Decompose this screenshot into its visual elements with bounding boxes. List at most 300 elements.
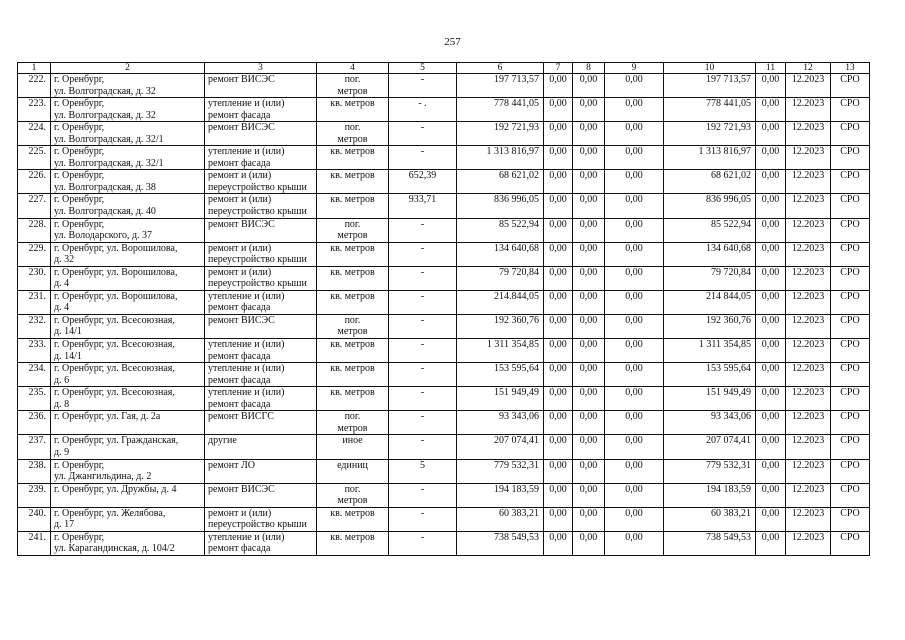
column-number: 11 [756, 63, 786, 74]
owner-funds-cell: 214 844,05 [664, 290, 756, 314]
funding-cell: 0,00 [605, 170, 664, 194]
cell-line: другие [208, 435, 237, 447]
funding-cell: 0,00 [544, 387, 573, 411]
quantity-cell: - [389, 435, 457, 459]
funding-cell: 0,00 [573, 266, 605, 290]
source-cell: СРО [831, 98, 870, 122]
cell-line: ул. Волгоградская, д. 40 [54, 205, 156, 217]
row-number-cell: 234. [18, 363, 51, 387]
quantity-cell: 933,71 [389, 194, 457, 218]
funding-cell: 0,00 [573, 290, 605, 314]
deadline-cell: 12.2023 [786, 363, 831, 387]
funding-cell: 0,00 [605, 74, 664, 98]
owner-funds-cell: 60 383,21 [664, 507, 756, 531]
source-cell: СРО [831, 74, 870, 98]
row-number-cell: 226. [18, 170, 51, 194]
funding-cell: 0,00 [605, 242, 664, 266]
unit-cell [317, 242, 389, 266]
cell-line: ремонт фасада [208, 302, 271, 314]
funding-cell: 0,00 [605, 266, 664, 290]
deadline-cell: 12.2023 [786, 459, 831, 483]
funding-cell: 0,00 [605, 290, 664, 314]
source-cell: СРО [831, 483, 870, 507]
funding-cell: 0,00 [573, 242, 605, 266]
work-type-cell [205, 146, 317, 170]
funding-cell: 0,00 [544, 483, 573, 507]
cell-line: г. Оренбург, ул. Ворошилова, [54, 266, 178, 278]
cell-line: переустройство крыши [208, 254, 307, 266]
funding-cell: 0,00 [756, 507, 786, 531]
row-number-cell: 238. [18, 459, 51, 483]
unit-cell [317, 122, 389, 146]
address-cell [51, 146, 205, 170]
cell-line: ремонт ЛО [208, 459, 255, 471]
funding-cell: 0,00 [544, 411, 573, 435]
address-cell [51, 194, 205, 218]
row-number-cell: 235. [18, 387, 51, 411]
quantity-cell: - [389, 531, 457, 555]
cell-line: д. 4 [54, 302, 70, 314]
table-row [18, 435, 870, 459]
table-row [18, 218, 870, 242]
table-row [18, 122, 870, 146]
table-row [18, 531, 870, 555]
cell-line: ремонт ВИСЭС [208, 218, 275, 230]
source-cell: СРО [831, 242, 870, 266]
unit-cell [317, 387, 389, 411]
owner-funds-cell: 192 360,76 [664, 314, 756, 338]
funding-cell: 0,00 [605, 507, 664, 531]
deadline-cell: 12.2023 [786, 314, 831, 338]
total-cost-cell: 93 343,06 [457, 411, 544, 435]
source-cell: СРО [831, 266, 870, 290]
cell-line: г. Оренбург, [54, 459, 105, 471]
cell-line: ул. Волгоградская, д. 32/1 [54, 133, 164, 145]
cell-line: г. Оренбург, [54, 74, 105, 85]
unit-cell [317, 435, 389, 459]
cell-line: ремонт и (или) [208, 266, 272, 278]
cell-line: утепление и (или) [208, 339, 285, 351]
cell-line: г. Оренбург, [54, 98, 105, 110]
cell-line: пог. [344, 483, 361, 495]
work-type-cell [205, 218, 317, 242]
work-type-cell [205, 170, 317, 194]
row-number-cell: 224. [18, 122, 51, 146]
cell-line: пог. [344, 122, 361, 134]
deadline-cell: 12.2023 [786, 242, 831, 266]
funding-cell: 0,00 [573, 218, 605, 242]
funding-cell: 0,00 [605, 459, 664, 483]
owner-funds-cell: 93 343,06 [664, 411, 756, 435]
quantity-cell: - [389, 314, 457, 338]
quantity-cell: - [389, 387, 457, 411]
table-row [18, 507, 870, 531]
deadline-cell: 12.2023 [786, 74, 831, 98]
work-type-cell [205, 74, 317, 98]
cell-line: г. Оренбург, ул. Ворошилова, [54, 290, 178, 302]
address-cell [51, 290, 205, 314]
funding-cell: 0,00 [544, 242, 573, 266]
funding-cell: 0,00 [756, 122, 786, 146]
cell-line: д. 17 [54, 519, 75, 531]
quantity-cell: - [389, 266, 457, 290]
funding-cell: 0,00 [756, 483, 786, 507]
cell-line: ремонт и (или) [208, 170, 272, 182]
unit-cell [317, 170, 389, 194]
funding-cell: 0,00 [573, 483, 605, 507]
table-row [18, 411, 870, 435]
row-number-cell: 222. [18, 74, 51, 98]
cell-line: д. 14/1 [54, 326, 82, 338]
owner-funds-cell: 779 532,31 [664, 459, 756, 483]
cell-line: г. Оренбург, ул. Всесоюзная, [54, 363, 175, 375]
address-cell [51, 170, 205, 194]
deadline-cell: 12.2023 [786, 507, 831, 531]
cell-line: ул. Волгоградская, д. 32/1 [54, 157, 164, 169]
funding-cell: 0,00 [544, 170, 573, 194]
funding-cell: 0,00 [544, 363, 573, 387]
cell-line: кв. метров [330, 387, 375, 399]
total-cost-cell: 68 621,02 [457, 170, 544, 194]
source-cell: СРО [831, 387, 870, 411]
funding-cell: 0,00 [573, 435, 605, 459]
source-cell: СРО [831, 122, 870, 146]
page-number: 257 [444, 36, 461, 48]
cell-line: ремонт и (или) [208, 194, 272, 206]
source-cell: СРО [831, 435, 870, 459]
address-cell [51, 387, 205, 411]
unit-cell [317, 507, 389, 531]
cell-line: ул. Волгоградская, д. 32 [54, 85, 156, 97]
source-cell: СРО [831, 531, 870, 555]
cell-line: д. 4 [54, 278, 70, 290]
work-type-cell [205, 98, 317, 122]
total-cost-cell: 1 313 816,97 [457, 146, 544, 170]
quantity-cell: 5 [389, 459, 457, 483]
source-cell: СРО [831, 459, 870, 483]
address-cell [51, 74, 205, 98]
funding-cell: 0,00 [605, 483, 664, 507]
row-number-cell: 232. [18, 314, 51, 338]
total-cost-cell: 79 720,84 [457, 266, 544, 290]
table-row [18, 363, 870, 387]
funding-cell: 0,00 [756, 290, 786, 314]
unit-cell [317, 314, 389, 338]
cell-line: метров [337, 326, 368, 338]
deadline-cell: 12.2023 [786, 146, 831, 170]
cell-line: пог. [344, 218, 361, 230]
owner-funds-cell: 85 522,94 [664, 218, 756, 242]
deadline-cell: 12.2023 [786, 170, 831, 194]
funding-cell: 0,00 [544, 531, 573, 555]
row-number-cell: 239. [18, 483, 51, 507]
funding-cell: 0,00 [756, 363, 786, 387]
unit-cell [317, 146, 389, 170]
quantity-cell: - . [389, 98, 457, 122]
source-cell: СРО [831, 170, 870, 194]
owner-funds-cell: 197 713,57 [664, 74, 756, 98]
total-cost-cell: 192 360,76 [457, 314, 544, 338]
source-cell: СРО [831, 218, 870, 242]
funding-cell: 0,00 [605, 339, 664, 363]
cell-line: ул. Волгоградская, д. 32 [54, 109, 156, 121]
cell-line: ремонт фасада [208, 350, 271, 362]
address-cell [51, 459, 205, 483]
cell-line: д. 8 [54, 398, 70, 410]
cell-line: переустройство крыши [208, 519, 307, 531]
funding-cell: 0,00 [605, 314, 664, 338]
funding-cell: 0,00 [544, 122, 573, 146]
funding-cell: 0,00 [756, 531, 786, 555]
deadline-cell: 12.2023 [786, 483, 831, 507]
cell-line: кв. метров [330, 194, 375, 206]
owner-funds-cell: 192 721,93 [664, 122, 756, 146]
unit-cell [317, 290, 389, 314]
cell-line: переустройство крыши [208, 205, 307, 217]
work-type-cell [205, 242, 317, 266]
work-type-cell [205, 531, 317, 555]
deadline-cell: 12.2023 [786, 218, 831, 242]
funding-cell: 0,00 [756, 74, 786, 98]
cell-line: г. Оренбург, ул. Всесоюзная, [54, 387, 175, 399]
total-cost-cell: 779 532,31 [457, 459, 544, 483]
owner-funds-cell: 1 311 354,85 [664, 339, 756, 363]
quantity-cell: - [389, 242, 457, 266]
work-type-cell [205, 194, 317, 218]
cell-line: кв. метров [330, 363, 375, 375]
source-cell: СРО [831, 339, 870, 363]
address-cell [51, 531, 205, 555]
total-cost-cell: 85 522,94 [457, 218, 544, 242]
owner-funds-cell: 134 640,68 [664, 242, 756, 266]
cell-line: г. Оренбург, [54, 170, 105, 182]
table-row [18, 194, 870, 218]
cell-line: г. Оренбург, [54, 146, 105, 158]
deadline-cell: 12.2023 [786, 266, 831, 290]
funding-cell: 0,00 [605, 194, 664, 218]
cell-line: ремонт ВИСЭС [208, 74, 275, 85]
cell-line: пог. [344, 411, 361, 423]
unit-cell [317, 218, 389, 242]
funding-cell: 0,00 [605, 435, 664, 459]
deadline-cell: 12.2023 [786, 387, 831, 411]
table-row [18, 339, 870, 363]
funding-cell: 0,00 [756, 242, 786, 266]
column-number: 8 [573, 63, 605, 74]
funding-cell: 0,00 [605, 98, 664, 122]
table-row [18, 387, 870, 411]
row-number-cell: 225. [18, 146, 51, 170]
funding-cell: 0,00 [573, 146, 605, 170]
cell-line: пог. [344, 314, 361, 326]
cell-line: ремонт фасада [208, 398, 271, 410]
column-number: 5 [389, 63, 457, 74]
cell-line: ремонт и (или) [208, 507, 272, 519]
cell-line: ул. Карагандинская, д. 104/2 [54, 543, 175, 555]
work-type-cell [205, 290, 317, 314]
cell-line: утепление и (или) [208, 98, 285, 110]
table-row [18, 459, 870, 483]
funding-cell: 0,00 [573, 339, 605, 363]
owner-funds-cell: 1 313 816,97 [664, 146, 756, 170]
cell-line: ул. Волгоградская, д. 38 [54, 181, 156, 193]
deadline-cell: 12.2023 [786, 531, 831, 555]
cell-line: ремонт фасада [208, 157, 271, 169]
work-type-cell [205, 435, 317, 459]
source-cell: СРО [831, 507, 870, 531]
owner-funds-cell: 778 441,05 [664, 98, 756, 122]
cell-line: кв. метров [330, 266, 375, 278]
funding-cell: 0,00 [544, 74, 573, 98]
funding-cell: 0,00 [756, 98, 786, 122]
column-number: 3 [205, 63, 317, 74]
funding-cell: 0,00 [573, 387, 605, 411]
cell-line: ремонт ВИСЭС [208, 122, 275, 134]
cell-line: д. 6 [54, 374, 70, 386]
cell-line: ремонт фасада [208, 374, 271, 386]
total-cost-cell: 134 640,68 [457, 242, 544, 266]
owner-funds-cell: 836 996,05 [664, 194, 756, 218]
row-number-cell: 223. [18, 98, 51, 122]
funding-cell: 0,00 [573, 459, 605, 483]
funding-cell: 0,00 [544, 98, 573, 122]
table-row [18, 146, 870, 170]
funding-cell: 0,00 [605, 218, 664, 242]
cell-line: кв. метров [330, 242, 375, 254]
cell-line: утепление и (или) [208, 531, 285, 543]
source-cell: СРО [831, 363, 870, 387]
work-type-cell [205, 363, 317, 387]
unit-cell [317, 363, 389, 387]
quantity-cell: - [389, 74, 457, 98]
unit-cell [317, 411, 389, 435]
funding-cell: 0,00 [756, 387, 786, 411]
funding-cell: 0,00 [573, 411, 605, 435]
row-number-cell: 233. [18, 339, 51, 363]
total-cost-cell: 197 713,57 [457, 74, 544, 98]
cell-line: переустройство крыши [208, 181, 307, 193]
cell-line: кв. метров [330, 146, 375, 158]
cell-line: д. 32 [54, 254, 75, 266]
owner-funds-cell: 151 949,49 [664, 387, 756, 411]
funding-cell: 0,00 [756, 339, 786, 363]
cell-line: ул. Володарского, д. 37 [54, 230, 153, 242]
address-cell [51, 507, 205, 531]
cell-line: метров [337, 495, 368, 507]
owner-funds-cell: 738 549,53 [664, 531, 756, 555]
row-number-cell: 236. [18, 411, 51, 435]
cell-line: ремонт ВИСЭС [208, 314, 275, 326]
funding-cell: 0,00 [544, 339, 573, 363]
work-type-cell [205, 507, 317, 531]
cell-line: кв. метров [330, 507, 375, 519]
funding-cell: 0,00 [544, 194, 573, 218]
column-number: 12 [786, 63, 831, 74]
column-number: 9 [605, 63, 664, 74]
funding-cell: 0,00 [573, 98, 605, 122]
funding-cell: 0,00 [756, 435, 786, 459]
row-number-cell: 227. [18, 194, 51, 218]
row-number-cell: 229. [18, 242, 51, 266]
total-cost-cell: 214.844,05 [457, 290, 544, 314]
total-cost-cell: 1 311 354,85 [457, 339, 544, 363]
work-type-cell [205, 387, 317, 411]
funding-cell: 0,00 [573, 170, 605, 194]
deadline-cell: 12.2023 [786, 290, 831, 314]
table-row [18, 98, 870, 122]
address-cell [51, 122, 205, 146]
cell-line: г. Оренбург, ул. Гражданская, [54, 435, 179, 447]
table-row [18, 483, 870, 507]
address-cell [51, 435, 205, 459]
cell-line: утепление и (или) [208, 290, 285, 302]
funding-cell: 0,00 [573, 194, 605, 218]
cell-line: метров [337, 230, 368, 242]
total-cost-cell: 207 074,41 [457, 435, 544, 459]
quantity-cell: - [389, 339, 457, 363]
cell-line: г. Оренбург, ул. Гая, д. 2а [54, 411, 161, 423]
cell-line: г. Оренбург, [54, 531, 105, 543]
funding-cell: 0,00 [544, 290, 573, 314]
funding-cell: 0,00 [573, 314, 605, 338]
deadline-cell: 12.2023 [786, 435, 831, 459]
address-cell [51, 218, 205, 242]
cell-line: г. Оренбург, [54, 218, 105, 230]
cell-line: единиц [337, 459, 368, 471]
cell-line: утепление и (или) [208, 146, 285, 158]
cell-line: ремонт ВИСГС [208, 411, 274, 423]
funding-cell: 0,00 [544, 435, 573, 459]
funding-cell: 0,00 [544, 314, 573, 338]
cell-line: метров [337, 133, 368, 145]
row-number-cell: 241. [18, 531, 51, 555]
owner-funds-cell: 68 621,02 [664, 170, 756, 194]
funding-cell: 0,00 [605, 411, 664, 435]
cell-line: кв. метров [330, 290, 375, 302]
quantity-cell: 652,39 [389, 170, 457, 194]
total-cost-cell: 151 949,49 [457, 387, 544, 411]
row-number-cell: 228. [18, 218, 51, 242]
funding-cell: 0,00 [544, 459, 573, 483]
source-cell: СРО [831, 411, 870, 435]
deadline-cell: 12.2023 [786, 411, 831, 435]
cell-line: ремонт ВИСЭС [208, 483, 275, 495]
cell-line: переустройство крыши [208, 278, 307, 290]
cell-line: г. Оренбург, ул. Желябова, [54, 507, 166, 519]
funding-cell: 0,00 [756, 459, 786, 483]
cell-line: пог. [344, 74, 361, 85]
quantity-cell: - [389, 146, 457, 170]
column-number: 13 [831, 63, 870, 74]
cell-line: ремонт фасада [208, 543, 271, 555]
table-row [18, 74, 870, 98]
source-cell: СРО [831, 290, 870, 314]
funding-cell: 0,00 [544, 266, 573, 290]
unit-cell [317, 194, 389, 218]
funding-cell: 0,00 [756, 266, 786, 290]
funding-cell: 0,00 [756, 146, 786, 170]
address-cell [51, 339, 205, 363]
funding-cell: 0,00 [573, 507, 605, 531]
quantity-cell: - [389, 483, 457, 507]
quantity-cell: - [389, 507, 457, 531]
funding-cell: 0,00 [573, 363, 605, 387]
total-cost-cell: 60 383,21 [457, 507, 544, 531]
owner-funds-cell: 153 595,64 [664, 363, 756, 387]
cell-line: кв. метров [330, 98, 375, 110]
cell-line: д. 9 [54, 446, 70, 458]
cell-line: иное [342, 435, 363, 447]
